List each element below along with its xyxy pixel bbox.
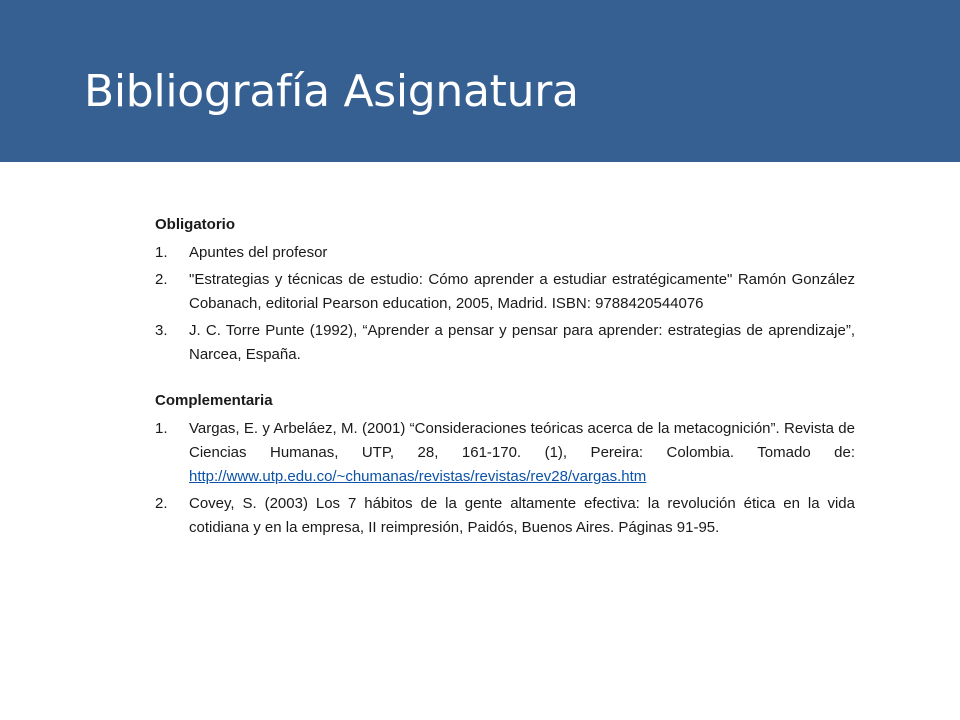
list-item-text: "Estrategias y técnicas de estudio: Cómo aprender a estudiar estratégicamente" Ramón González Cobanach, editorial Pearson education, 2005, Madrid. ISBN: 9788420544076: [189, 271, 855, 312]
section-heading-complementaria: Complementaria: [155, 392, 273, 409]
list-item-text: J. C. Torre Punte (1992), “Aprender a pensar y pensar para aprender: estrategias de aprendizaje”, Narcea, España.: [189, 322, 855, 363]
list-item: [155, 417, 855, 489]
section-heading-obligatorio: Obligatorio: [155, 216, 235, 233]
list-item-text: Covey, S. (2003) Los 7 hábitos de la gente altamente efectiva: la revolución ética en la vida cotidiana y en la empresa, II reimpresión, Paidós, Buenos Aires. Páginas 91-95.: [189, 495, 855, 536]
list-item: [155, 268, 855, 316]
list-item-text: Vargas, E. y Arbeláez, M. (2001) “Consideraciones teóricas acerca de la metacognición”. Revista de Ciencias Humanas, UTP, 28, 161-170. (1), Pereira: Colombia. Tomado de:: [189, 420, 855, 461]
list-item: [155, 492, 855, 540]
title-bar: [0, 0, 960, 162]
reference-link[interactable]: http://www.utp.edu.co/~chumanas/revistas/revistas/rev28/vargas.htm: [189, 468, 647, 485]
list-item-text: Apuntes del profesor: [189, 244, 328, 261]
list-item-number: 2.: [155, 495, 168, 512]
list-item: [155, 319, 855, 367]
slide-title: Bibliografía Asignatura: [84, 66, 579, 117]
list-item: [155, 241, 855, 265]
slide-body: [155, 213, 855, 543]
list-item-number: 3.: [155, 322, 168, 339]
complementaria-list: [155, 417, 855, 540]
list-item-number: 1.: [155, 420, 168, 437]
list-item-number: 2.: [155, 271, 168, 288]
obligatorio-list: [155, 241, 855, 367]
list-item-number: 1.: [155, 244, 168, 261]
